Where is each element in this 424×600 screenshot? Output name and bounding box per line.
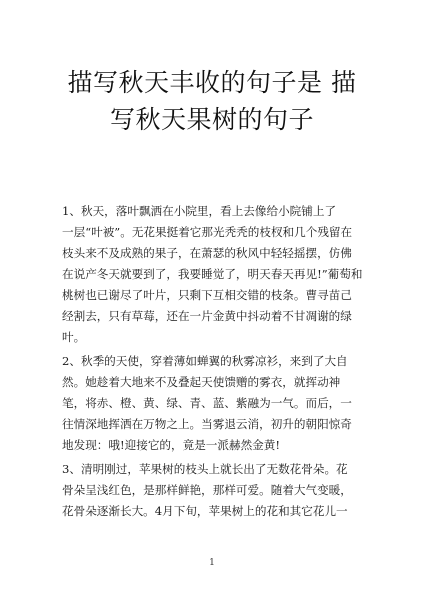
text-line: 骨朵呈浅红色，是那样鲜艳，那样可爱。随着大气变暖， xyxy=(62,483,352,497)
text-line: 2、秋季的天使，穿着薄如蝉翼的秋雾凉衫，来到了大自 xyxy=(62,354,348,368)
text-line: 1、秋天，落叶飘洒在小院里，看上去像给小院铺上了 xyxy=(62,204,337,218)
text-line: 3、清明刚过，苹果树的枝头上就长出了无数花骨朵。花 xyxy=(62,462,348,476)
paragraph-3 xyxy=(62,459,374,522)
text-line: 地发现：哦!迎接它的，竟是一派赫然金黄! xyxy=(62,438,281,452)
text-line: 桃树也已谢尽了叶片，只剩下互相交错的枝条。曹寻苗己 xyxy=(62,288,352,302)
text-line: 在说产冬天就要到了，我要睡觉了，明天春天再见!”葡萄和 xyxy=(62,267,363,281)
title-line: 写秋天果树的句子 xyxy=(109,105,314,134)
text-line: 经割去，只有草莓，还在一片金黄中抖动着不甘凋谢的绿 xyxy=(62,309,352,323)
paragraph-1 xyxy=(62,201,374,348)
text-line: 往情深地挥洒在万物之上。当雾退云消，初升的朝阳惊奇 xyxy=(62,417,352,431)
text-line: 笔，将赤、橙、黄、绿、青、蓝、紫融为一气。而后，一 xyxy=(62,396,352,410)
text-line: 然。她趁着大地来不及叠起天使馈赠的雾衣，就挥动神 xyxy=(62,375,341,389)
page-number: 1 xyxy=(209,558,215,568)
title-line: 描写秋天丰收的句子是 描 xyxy=(67,68,357,97)
paragraph-2 xyxy=(62,351,374,456)
text-line: 花骨朵逐渐长大。4月下旬，苹果树上的花和其它花儿一 xyxy=(62,504,348,518)
text-line: 枝头来不及成熟的果子，在萧瑟的秋风中轻轻摇摆，仿佛 xyxy=(62,246,352,260)
text-line: 一层“叶被”。无花果挺着它那光秃秃的枝杈和几个残留在 xyxy=(62,225,353,239)
text-line: 叶。 xyxy=(62,330,86,344)
document-title xyxy=(40,64,384,138)
document-body xyxy=(62,201,374,525)
